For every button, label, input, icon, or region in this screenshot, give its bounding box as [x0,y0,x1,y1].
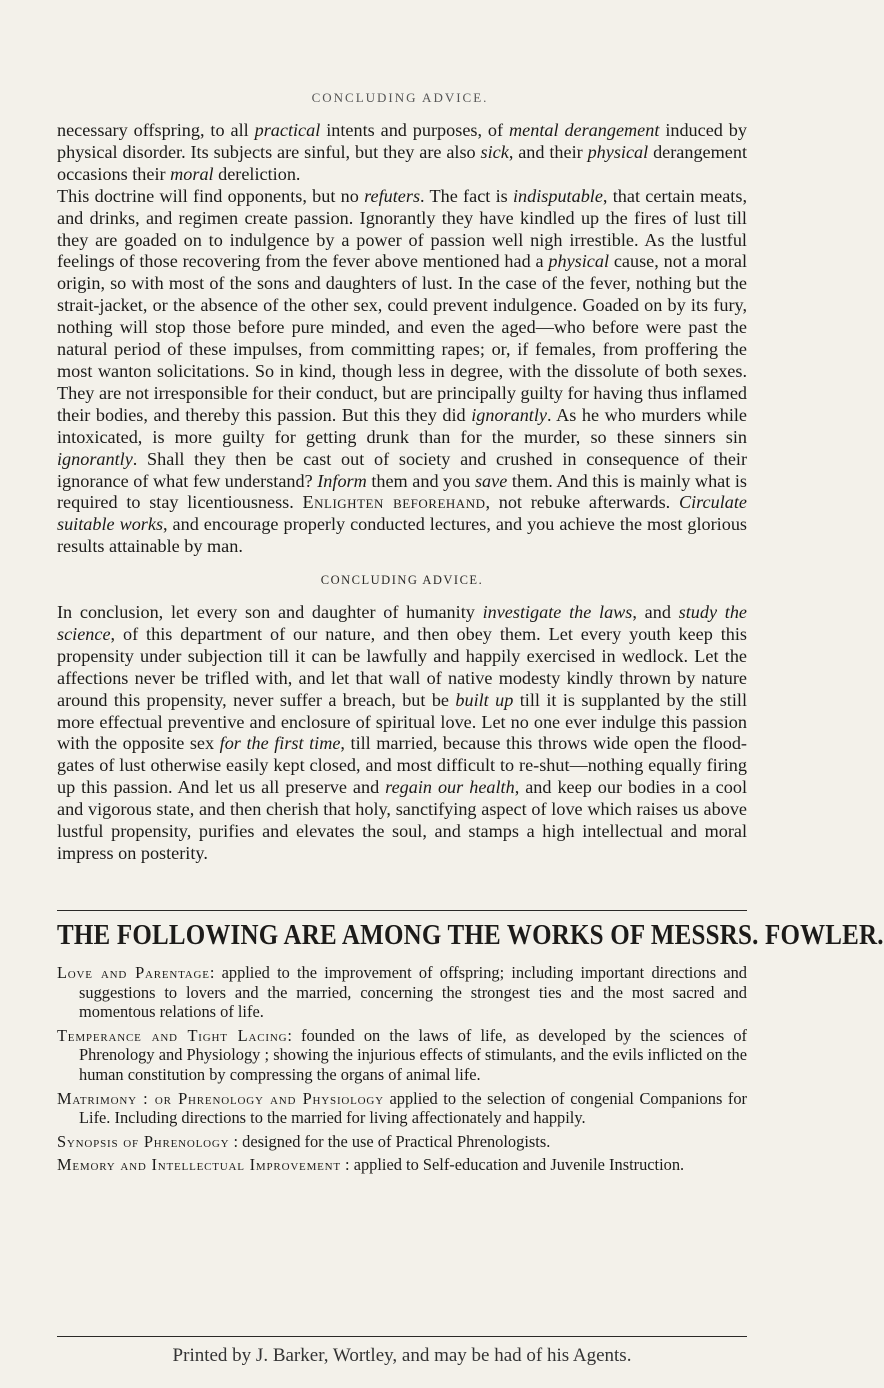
work-item: Synopsis of Phrenology : designed for the use of Practical Phrenologists. [57,1131,551,1151]
top-rule [57,910,747,911]
works-list [57,963,747,1179]
work-item: Love and Parentage: applied to the improvement of offspring; including important directions and suggestions to lovers and the married, concerning the strongest ties and the most sacred and momentous relations of life. [57,963,747,1022]
body-text [57,120,747,865]
bottom-rule [57,1336,747,1337]
section-heading: CONCLUDING ADVICE. [320,573,484,588]
paragraph-2: This doctrine will find opponents, but no refuters. The fact is indisputable, that certain meats, and drinks, and regimen create passion. Ignorantly they have kindled up the fires of lust till they are goaded on to indulgence by a power of passion well nigh irrestible. As the lustful feelings of those recovering from the fever above mentioned had a physical cause, not a moral origin, so with most of the sons and daughters of lust. In the case of the fever, nothing but the strait-jacket, or the absence of the other sex, could prevent indulgence. Goaded on by its fury, nothing will stop those before pure minded, and even the aged—who before were past the natural period of these impulses, from committing rapes; or, if females, from proffering the most wanton solicitations. So in kind, though less in degree, with the dissolute of both sexes. They are not irresponsible for their conduct, but are principally guilty for having thus inflamed their bodies, and thereby this passion. But this they did ignorantly. As he who murders while intoxicated, is more guilty for getting drunk than for the murder, so these sinners sin ignorantly. Shall they then be cast out of society and crushed in consequence of their ignorance of what few understand? Inform them and you save them. And this is mainly what is required to stay licentiousness. Enlighten beforehand, not rebuke afterwards. Circulate suitable works, and encourage properly conducted lectures, and you achieve the most glorious results attainable by man. [57,185,748,557]
paragraph-3: In conclusion, let every son and daughter of humanity investigate the laws, and study the science, of this department of our nature, and then obey them. Let every youth keep this propensity under subjection till it can be lawfully and happily exercised in wedlock. Let the affections never be trifled with, and let that wall of native modesty kindly thrown by nature around this propensity, never suffer a breach, but be built up till it is supplanted by the still more effectual preventive and enclosure of spiritual love. Let no one ever indulge this passion with the opposite sex for the first time, till married, because this throws wide open the flood-gates of lust otherwise easily kept closed, and most difficult to re-shut—nothing equally firing up this passion. And let us all preserve and regain our health, and keep our bodies in a cool and vigorous state, and then cherish that holy, sanctifying aspect of love which raises us above lustful propensity, purifies and elevates the soul, and stamps a high intellectual and moral impress on posterity. [57,602,747,863]
printer-imprint: Printed by J. Barker, Wortley, and may be had of his Agents. [172,1345,632,1366]
running-head: CONCLUDING ADVICE. [311,90,489,105]
work-item: Matrimony : or Phrenology and Physiology applied to the selection of congenial Companions for Life. Including directions to the married for living affectionately and happily. [57,1088,747,1128]
work-item: Memory and Intellectual Improvement : applied to Self-education and Juvenile Instruction. [57,1155,685,1175]
paragraph-1: necessary offspring, to all practical intents and purposes, of mental derangement induced by physical disorder. Its subjects are sinful, but they are also sick, and their physical derangement occasions their moral dereliction. [57,120,748,184]
works-heading: THE FOLLOWING ARE AMONG THE WORKS OF MESSRS. FOWLER. [57,919,884,951]
work-item: Temperance and Tight Lacing: founded on the laws of life, as developed by the sciences of Phrenology and Physiology ; showing the injurious effects of stimulants, and the evils inflicted on the human constitution by compressing the organs of animal life. [57,1025,747,1084]
